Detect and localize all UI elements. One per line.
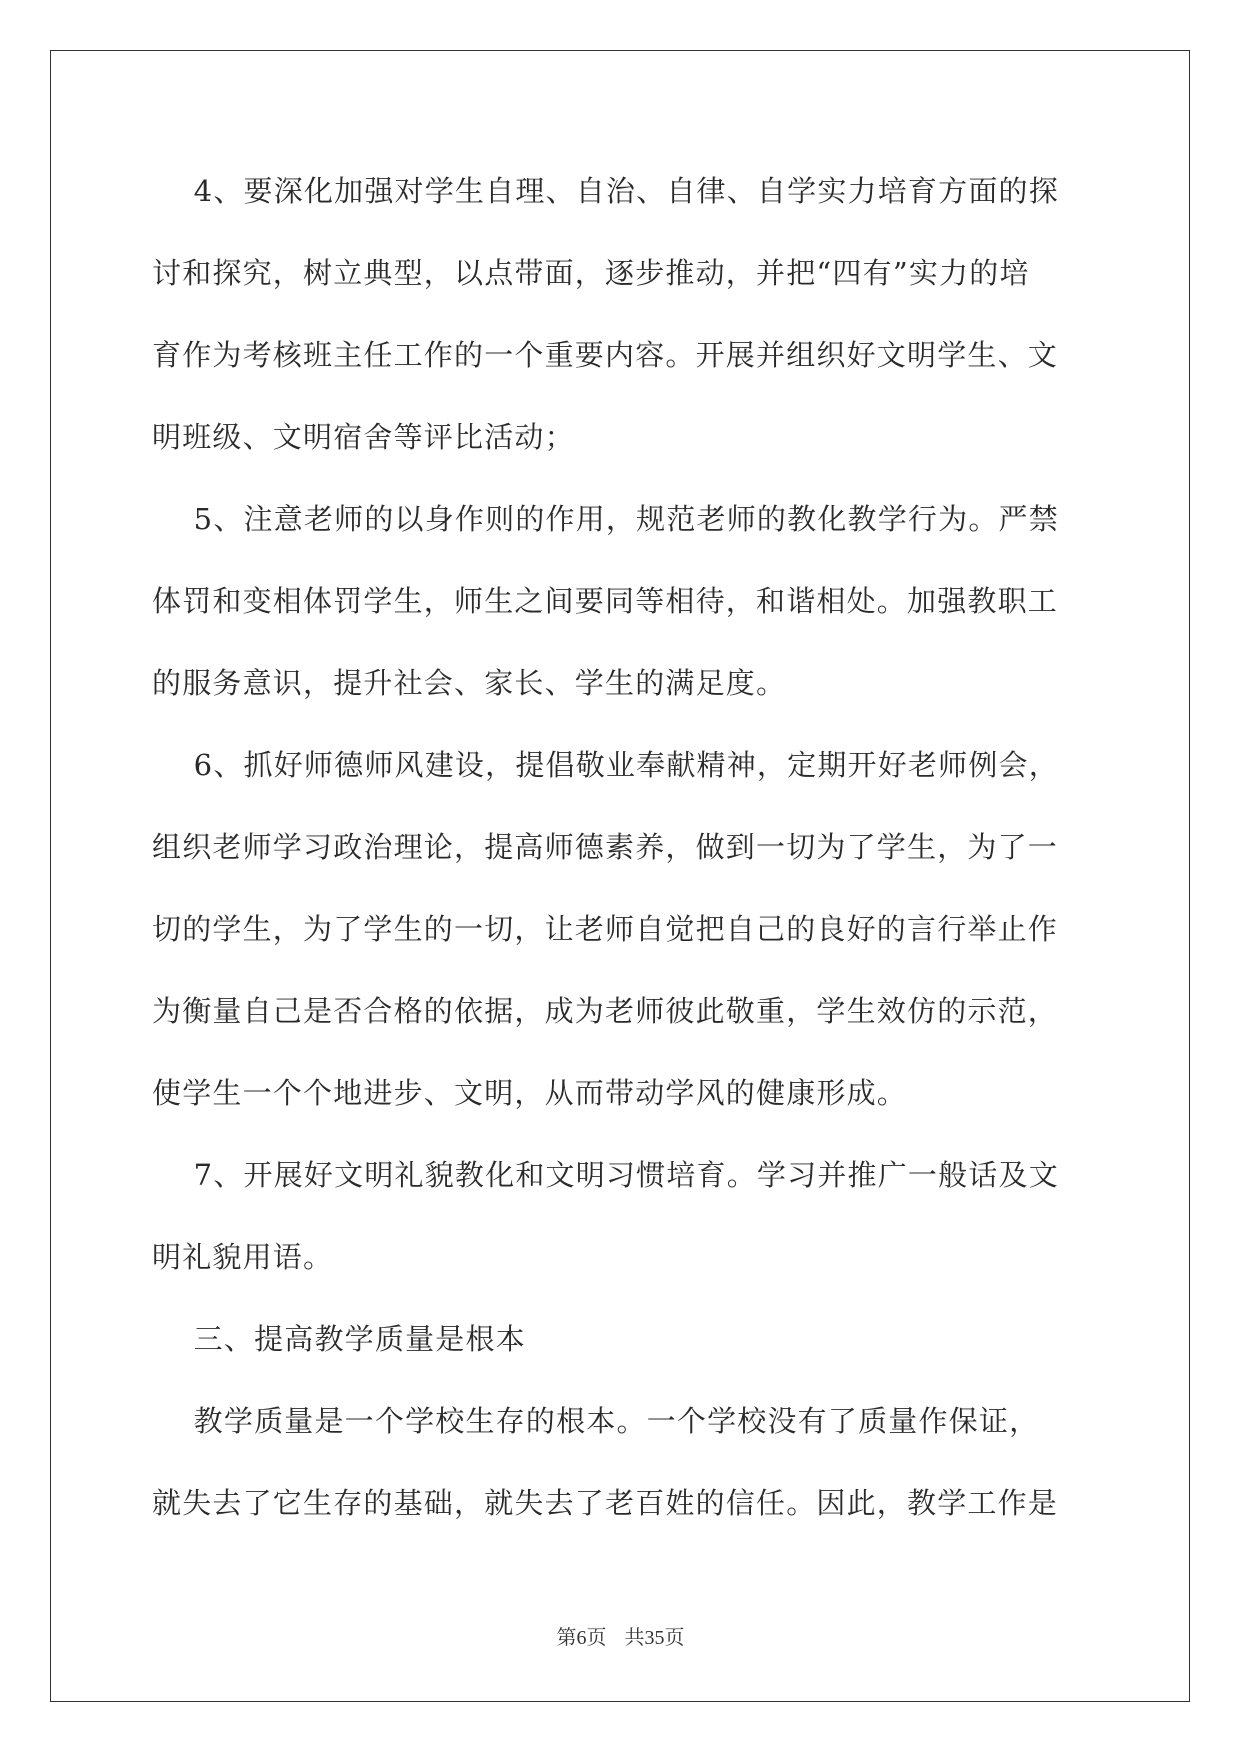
text-line: 的服务意识，提升社会、家长、学生的满足度。 bbox=[152, 666, 787, 700]
text-line: 明班级、文明宿舍等评比活动； bbox=[152, 420, 575, 454]
text-line: 就失去了它生存的基础，就失去了老百姓的信任。因此，教学工作是 bbox=[152, 1486, 1059, 1520]
text-line: 6、抓好师德师风建设，提倡敬业奉献精神，定期开好老师例会， bbox=[152, 748, 1059, 782]
text-line: 5、注意老师的以身作则的作用，规范老师的教化教学行为。严禁 bbox=[152, 502, 1059, 536]
page-total: 共35页 bbox=[624, 1627, 685, 1649]
text-line: 使学生一个个地进步、文明，从而带动学风的健康形成。 bbox=[152, 1076, 908, 1110]
text-line: 讨和探究，树立典型，以点带面，逐步推动，并把“四有”实力的培 bbox=[152, 256, 1030, 290]
page-footer bbox=[0, 1621, 1241, 1650]
page-number: 第6页 bbox=[556, 1627, 607, 1649]
text-line: 切的学生，为了学生的一切，让老师自觉把自己的良好的言行举止作 bbox=[152, 912, 1059, 946]
text-line: 明礼貌用语。 bbox=[152, 1240, 334, 1274]
text-line: 7、开展好文明礼貌教化和文明习惯培育。学习并推广一般话及文 bbox=[152, 1158, 1059, 1192]
text-line: 体罚和变相体罚学生，师生之间要同等相待，和谐相处。加强教职工 bbox=[152, 584, 1059, 618]
text-line: 为衡量自己是否合格的依据，成为老师彼此敬重，学生效仿的示范， bbox=[152, 994, 1059, 1028]
document-body bbox=[152, 163, 1092, 1557]
text-line: 组织老师学习政治理论，提高师德素养，做到一切为了学生，为了一 bbox=[152, 830, 1059, 864]
text-line: 4、要深化加强对学生自理、自治、自律、自学实力培育方面的探 bbox=[152, 174, 1059, 208]
text-line: 育作为考核班主任工作的一个重要内容。开展并组织好文明学生、文 bbox=[152, 338, 1059, 372]
text-line: 教学质量是一个学校生存的根本。一个学校没有了质量作保证， bbox=[152, 1404, 1040, 1438]
section-heading: 三、提高教学质量是根本 bbox=[152, 1322, 526, 1356]
